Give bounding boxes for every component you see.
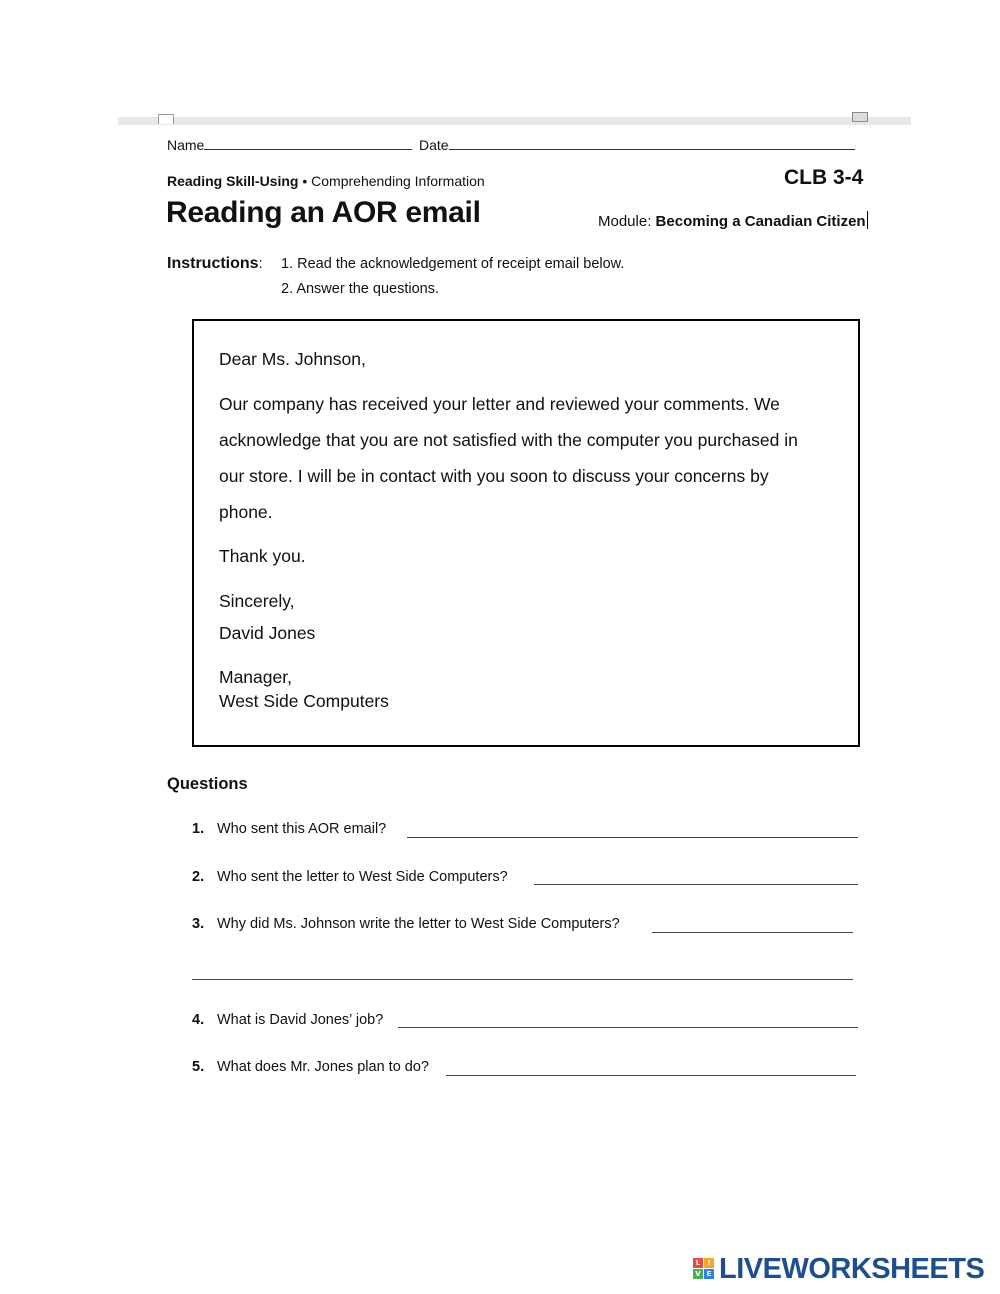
answer-line-1[interactable] <box>407 837 858 838</box>
skill-name: Reading Skill-Using <box>167 173 299 189</box>
logo-text: LIVEWORKSHEETS <box>719 1253 985 1285</box>
letter-company: West Side Computers <box>219 691 389 711</box>
question-number: 3. <box>192 916 205 932</box>
module-info <box>598 211 868 230</box>
letter-closing: Sincerely, <box>219 591 295 611</box>
instructions-colon: : <box>258 256 263 272</box>
name-field[interactable] <box>167 137 412 153</box>
logo-cell: L <box>693 1258 703 1268</box>
letter-greeting: Dear Ms. Johnson, <box>219 349 366 369</box>
letter-body-line-1: Our company has received your letter and reviewed your comments. We <box>219 394 780 414</box>
answer-line-3b[interactable] <box>192 979 853 980</box>
letter-role: Manager, <box>219 667 292 687</box>
scroll-marker-icon <box>852 112 868 122</box>
letter-body-line-4: phone. <box>219 502 273 522</box>
letter-signer: David Jones <box>219 623 316 643</box>
module-label: Module: <box>598 213 652 230</box>
question-text: What does Mr. Jones plan to do? <box>217 1059 429 1075</box>
letter-body-line-2: acknowledge that you are not satisfied with the computer you purchased in <box>219 430 798 450</box>
question-number: 4. <box>192 1012 205 1028</box>
question-number: 2. <box>192 869 205 885</box>
question-text: Who sent this AOR email? <box>217 821 387 837</box>
question-text: What is David Jones’ job? <box>217 1012 384 1028</box>
letter-body-line-3: our store. I will be in contact with you soon to discuss your concerns by <box>219 466 769 486</box>
name-label: Name <box>167 137 205 153</box>
question-number: 5. <box>192 1059 205 1075</box>
module-value: Becoming a Canadian Citizen <box>655 213 866 230</box>
question-text: Why did Ms. Johnson write the letter to West Side Computers? <box>217 916 620 932</box>
window-top-bar <box>118 117 911 125</box>
liveworksheets-logo[interactable] <box>693 1255 993 1285</box>
skill-line <box>167 173 485 189</box>
text-cursor <box>867 211 868 229</box>
questions-heading: Questions <box>167 775 248 793</box>
name-blank[interactable] <box>204 148 412 150</box>
date-blank[interactable] <box>449 148 855 150</box>
question-text: Who sent the letter to West Side Computers? <box>217 869 508 885</box>
date-label: Date <box>419 137 449 153</box>
answer-line-3a[interactable] <box>652 932 853 933</box>
page-corner-marker-icon <box>158 114 174 124</box>
answer-line-4[interactable] <box>398 1027 858 1028</box>
skill-bullet: • <box>302 173 308 189</box>
liveworksheets-logo-icon <box>693 1258 715 1280</box>
skill-detail: Comprehending Information <box>311 173 485 189</box>
page-title: Reading an AOR email <box>166 196 481 229</box>
instructions-label: Instructions <box>167 255 259 272</box>
question-number: 1. <box>192 821 205 837</box>
instructions-heading <box>167 255 263 273</box>
email-letter-box <box>192 319 860 747</box>
logo-cell: I <box>704 1258 714 1268</box>
logo-cell: V <box>693 1269 703 1279</box>
answer-line-2[interactable] <box>534 884 858 885</box>
letter-thanks: Thank you. <box>219 546 306 566</box>
answer-line-5[interactable] <box>446 1075 856 1076</box>
level-label: CLB 3-4 <box>784 166 864 189</box>
logo-cell: E <box>704 1269 714 1279</box>
instruction-item-2: 2. Answer the questions. <box>281 281 439 297</box>
instruction-item-1: 1. Read the acknowledgement of receipt email below. <box>281 256 625 272</box>
date-field[interactable] <box>419 137 855 153</box>
